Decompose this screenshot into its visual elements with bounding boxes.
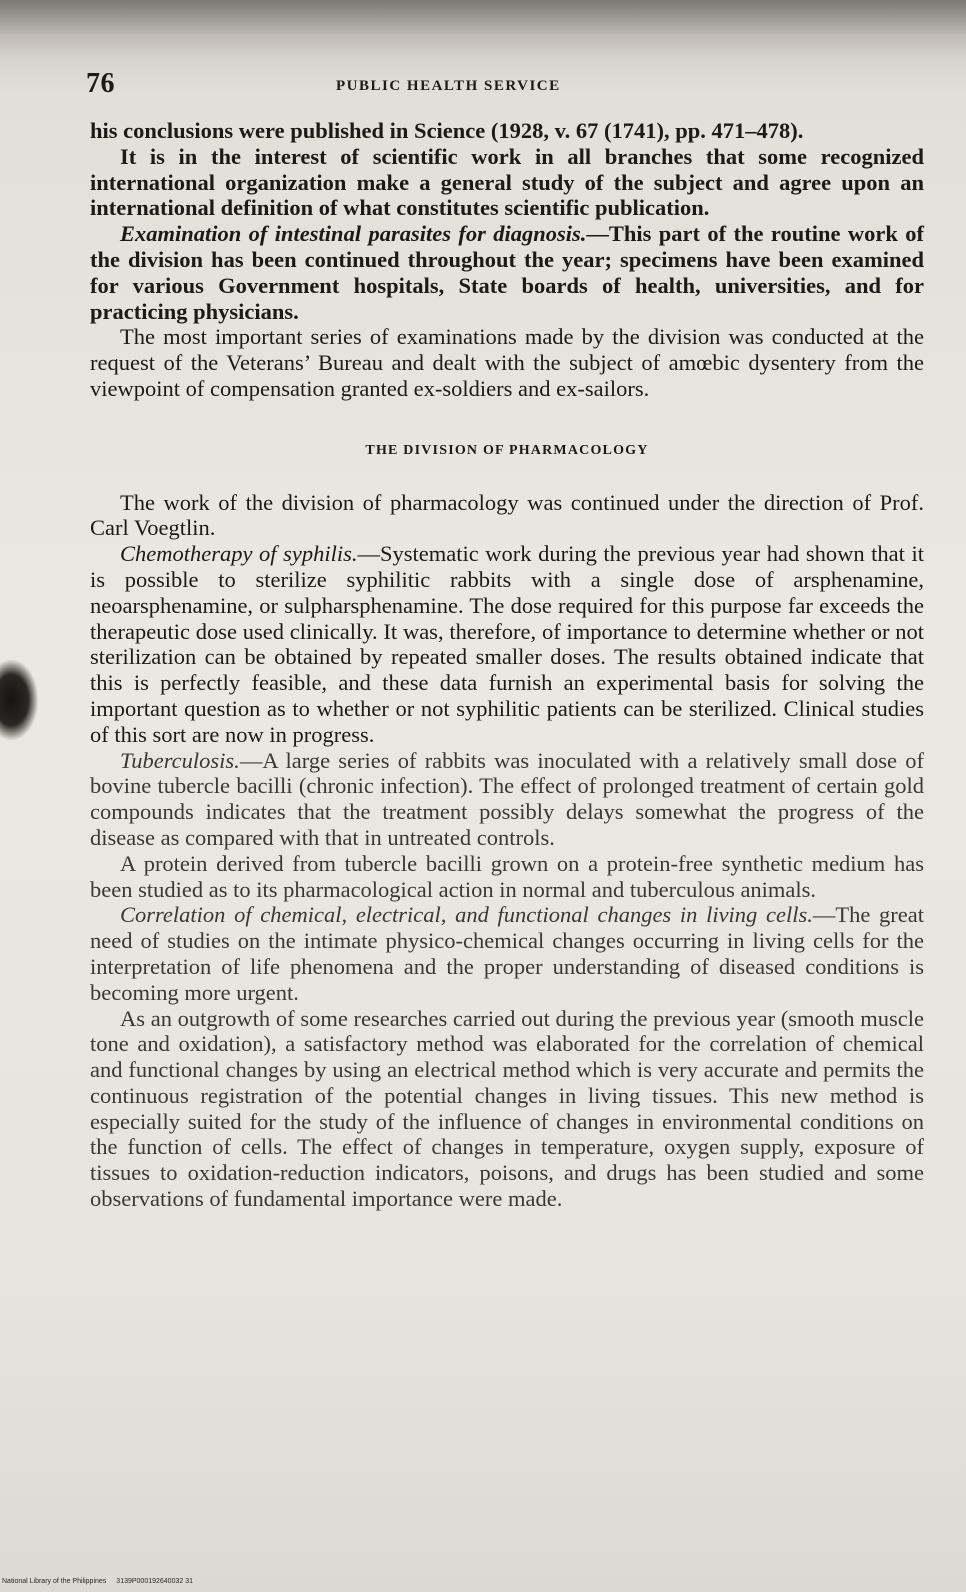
paragraph-lead: Correlation of chemical, electrical, and functional changes in living cells. [120,902,813,928]
paragraph-publication-definition: It is in the interest of scientific work in all branches that some recognized international organization make a general study of the subject and agree upon an international definition of what constitutes scientific publication. [90,143,924,221]
paragraph-lead: Chemotherapy of syphilis. [120,541,358,567]
paragraph-outgrowth: As an outgrowth of some researches carried out during the previous year (smooth muscle tone and oxidation), a satisfactory method was elaborated for the correlation of chemical and functional changes by using an electrical method which is very accurate and permits the continuous registration of the potential changes in living tissues. This new method is especially suited for the study of the influence of changes in environmental conditions on the function of cells. The effect of changes in temperature, oxygen supply, exposure of tissues to oxidation-reduction indicators, poisons, and drugs has been studied and some observations of fundamental importance were made. [90,1005,924,1212]
barcode-text: 3139P000192640032 31 [116,1578,193,1585]
paragraph-lead: Tuberculosis. [120,747,240,773]
paragraph-body: —Systematic work during the previous year had shown that it is possible to sterilize syphilitic rabbits with a single dose of arsphenamine, neoarsphenamine, or sulpharsphenamine. The dose required for this purpose far exceeds the therapeutic dose used clinically. It was, therefore, of importance to determine whether or not sterilization can be obtained by repeated smaller doses. The results obtained indicate that this is perfectly feasible, and these data furnish an experimental basis for solving the important question as to whether or not syphilitic patients can be sterilized. Clinical studies of this sort are now in progress. [90,541,924,747]
paragraph-continuation: his conclusions were published in Science (1928, v. 67 (1741), pp. 471–478). [90,118,804,143]
library-credit: National Library of the Philippines [2,1578,107,1585]
paragraph-tuberculosis [90,748,924,851]
paragraph-body: —The great need of studies on the intimate physico-chemical changes occurring in living cells for the interpretation of life phenomena and the proper understanding of diseased conditions is becoming more urgent. [90,902,924,1005]
paragraph-body: —This part of the routine work of the division has been continued throughout the year; specimens have been examined for various Government hospitals, State boards of health, universities, and for practicing physicians. [90,221,924,324]
page-header [86,68,926,102]
running-head: PUBLIC HEALTH SERVICE [336,78,561,94]
paragraph-body: —A large series of rabbits was inoculated with a relatively small dose of bovine tubercle bacilli (chronic infection). The effect of prolonged treatment of certain gold compounds indicates that the treatment possibly delays somewhat the progress of the disease as compared with that in untreated controls. [90,747,924,850]
paragraph-chemotherapy [90,541,924,747]
paragraph-lead: Examination of intestinal parasites for diagnosis. [120,221,587,247]
paragraph-veterans-bureau: The most important series of examinations made by the division was conducted at the request of the Veterans’ Bureau and dealt with the subject of amœbic dysentery from the viewpoint of compensation granted ex-soldiers and ex-sailors. [90,324,924,401]
section-heading: THE DIVISION OF PHARMACOLOGY [365,442,649,458]
paragraph-division-work: The work of the division of pharmacology was continued under the direction of Prof. Carl Voegtlin. [90,489,924,541]
paragraph-correlation [90,902,924,1005]
scan-shadow [0,0,966,60]
page-edge-mark [0,660,38,740]
scan-footer [2,1578,193,1585]
body-text [90,118,924,1212]
page-number: 76 [86,68,115,99]
paragraph-intestinal-parasites [90,221,924,324]
paragraph-protein: A protein derived from tubercle bacilli grown on a protein-free synthetic medium has been studied as to its pharmacological action in normal and tuberculous animals. [90,850,924,902]
